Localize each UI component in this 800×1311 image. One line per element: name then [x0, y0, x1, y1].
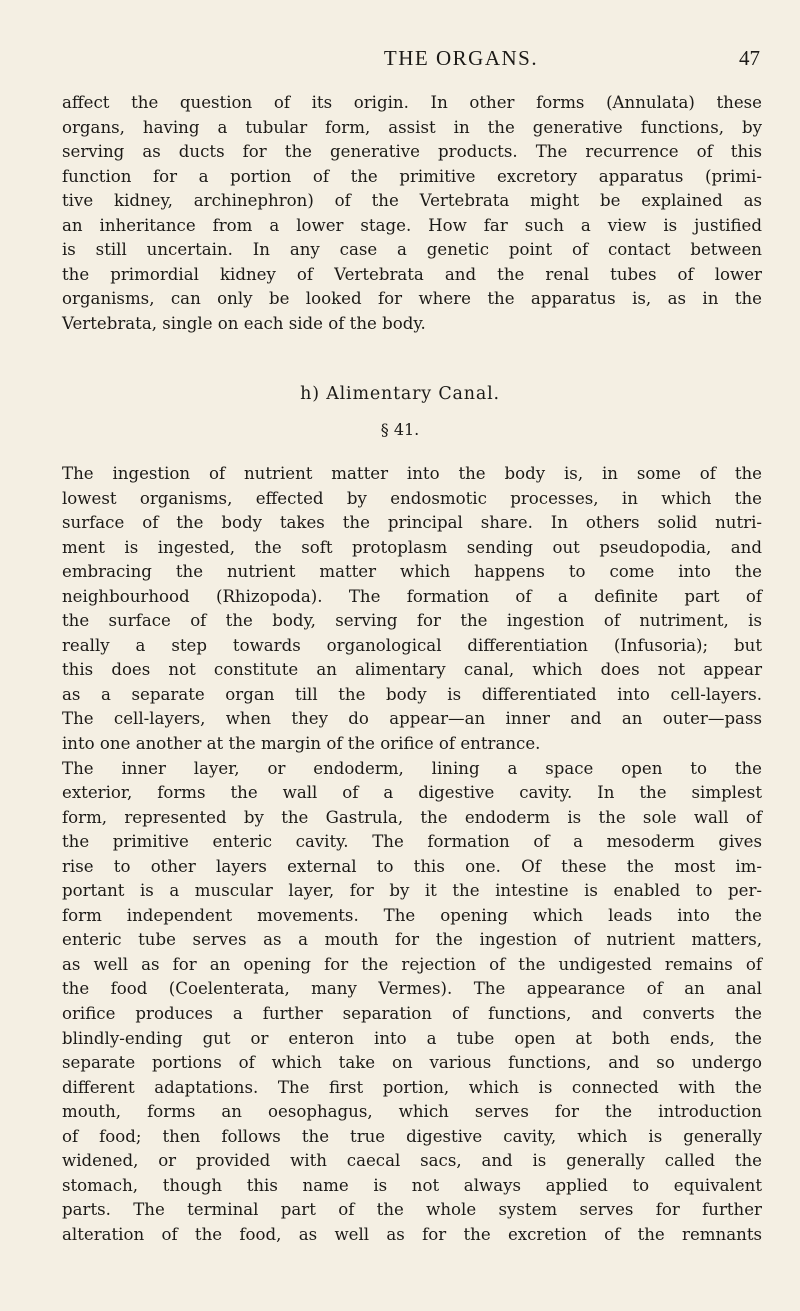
text-line: really a step towards organological differentiation (Infusoria); but: [62, 635, 762, 655]
text-line: portant is a muscular layer, for by it the intestine is enabled to per-: [62, 881, 762, 901]
text-line: Vertebrata, single on each side of the body.: [62, 313, 426, 333]
text-line: blindly-ending gut or enteron into a tube open at both ends, the: [62, 1028, 762, 1048]
text-line: ment is ingested, the soft protoplasm sending out pseudopodia, and: [62, 537, 762, 557]
text-line: the primitive enteric cavity. The formation of a mesoderm gives: [62, 832, 762, 852]
text-line: is still uncertain. In any case a genetic point of contact between: [62, 240, 762, 260]
text-line: function for a portion of the primitive excretory apparatus (primi-: [62, 166, 762, 186]
text-line: this does not constitute an alimentary canal, which does not appear: [62, 660, 762, 680]
text-line: exterior, forms the wall of a digestive cavity. In the simplest: [62, 783, 762, 803]
text-line: different adaptations. The first portion, which is connected with the: [62, 1077, 762, 1097]
text-line: the surface of the body, serving for the ingestion of nutriment, is: [62, 611, 762, 631]
text-line: neighbourhood (Rhizopoda). The formation of a definite part of: [62, 586, 762, 606]
text-line: rise to other layers external to this one. Of these the most im-: [62, 856, 762, 876]
text-line: organs, having a tubular form, assist in the generative functions, by: [62, 117, 762, 137]
text-line: The inner layer, or endoderm, lining a space open to the: [62, 758, 762, 778]
text-line: alteration of the food, as well as for the excretion of the remnants: [62, 1224, 762, 1244]
text-line: the primordial kidney of Vertebrata and the renal tubes of lower: [62, 264, 762, 284]
text-line: parts. The terminal part of the whole system serves for further: [62, 1200, 762, 1220]
text-line: lowest organisms, effected by endosmotic processes, in which the: [62, 488, 762, 508]
text-line: enteric tube serves as a mouth for the ingestion of nutrient matters,: [62, 930, 762, 950]
text-line: widened, or provided with caecal sacs, and is generally called the: [62, 1151, 762, 1171]
text-line: The ingestion of nutrient matter into the body is, in some of the: [62, 464, 762, 483]
text-line: embracing the nutrient matter which happens to come into the: [62, 562, 762, 582]
text-line: orifice produces a further separation of functions, and converts the: [62, 1004, 762, 1024]
text-line: stomach, though this name is not always applied to equivalent: [62, 1175, 762, 1195]
text-line: organisms, can only be looked for where the apparatus is, as in the: [62, 289, 762, 309]
paragraph-excretory-organs: [62, 91, 762, 336]
text-line: as a separate organ till the body is differentiated into cell-layers.: [62, 684, 762, 704]
section-number: § 41.: [380, 420, 420, 439]
text-line: an inheritance from a lower stage. How far such a view is justified: [62, 215, 762, 235]
text-line: tive kidney, archinephron) of the Vertebrata might be explained as: [62, 191, 762, 211]
text-line: mouth, forms an oesophagus, which serves for the introduction: [62, 1102, 762, 1122]
text-line: serving as ducts for the generative products. The recurrence of this: [62, 142, 762, 162]
page-number: 47: [739, 46, 760, 70]
paragraph-alimentary-canal: [62, 462, 762, 1248]
text-line: the food (Coelenterata, many Vermes). The appearance of an anal: [62, 979, 762, 999]
section-heading: h) Alimentary Canal.: [300, 384, 500, 404]
text-line: form independent movements. The opening which leads into the: [62, 905, 762, 925]
text-line: affect the question of its origin. In other forms (Annulata) these: [62, 93, 762, 112]
text-line: separate portions of which take on various functions, and so undergo: [62, 1053, 762, 1073]
text-line: form, represented by the Gastrula, the endoderm is the sole wall of: [62, 807, 762, 827]
text-line: into one another at the margin of the orifice of entrance.: [62, 734, 541, 754]
text-line: of food; then follows the true digestive cavity, which is generally: [62, 1126, 762, 1146]
running-title: THE ORGANS.: [383, 46, 539, 70]
text-line: surface of the body takes the principal share. In others solid nutri-: [62, 513, 762, 533]
text-line: as well as for an opening for the rejection of the undigested remains of: [62, 954, 762, 974]
text-line: The cell-layers, when they do appear—an inner and an outer—pass: [62, 709, 762, 729]
